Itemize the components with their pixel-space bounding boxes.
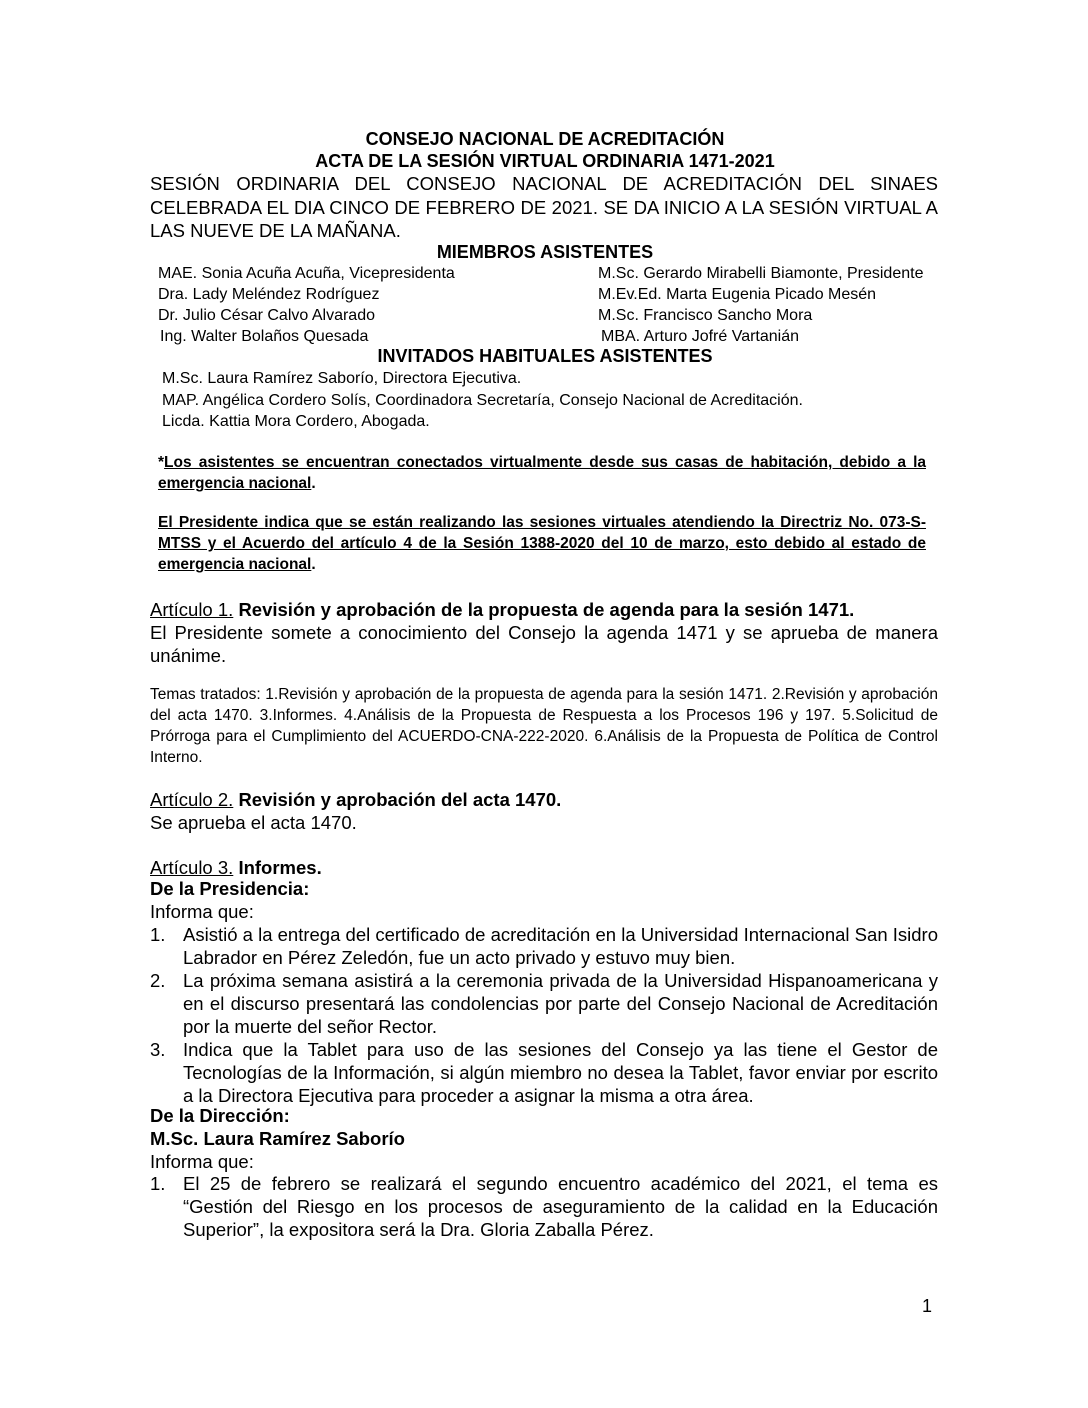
- guests-heading: INVITADOS HABITUALES ASISTENTES: [377, 346, 713, 366]
- session-intro: SESIÓN ORDINARIA DEL CONSEJO NACIONAL DE ACREDITACIÓN DEL SINAES CELEBRADA EL DIA CINCO DE FEBRERO DE 2021. SE DA INICIO A LA SESIÓN VIRTUAL A LAS NUEVE DE LA MAÑANA.: [150, 173, 938, 241]
- list-text: Asistió a la entrega del certificado de acreditación en la Universidad Internacional San Isidro Labrador en Pérez Zeledón, fue un acto privado y estuvo muy bien.: [183, 924, 938, 968]
- presidency-list: [150, 923, 938, 1107]
- article-1: [150, 598, 938, 667]
- guest-entry: Licda. Kattia Mora Cordero, Abogada.: [162, 413, 430, 430]
- list-item: [150, 1172, 938, 1241]
- list-number: 3.: [150, 1039, 166, 1060]
- direction-person: M.Sc. Laura Ramírez Saborío: [150, 1128, 405, 1149]
- list-item: [150, 1038, 938, 1107]
- guests-list: [162, 368, 803, 433]
- member-entry: M.Sc. Francisco Sancho Mora: [598, 307, 813, 324]
- direction-list: [150, 1172, 938, 1241]
- direction-intro: Informa que:: [150, 1151, 254, 1172]
- member-entry: MBA. Arturo Jofré Vartanián: [601, 328, 800, 345]
- article-2: [150, 788, 938, 834]
- guest-entry: MAP. Angélica Cordero Solís, Coordinadora Secretaría, Consejo Nacional de Acreditación.: [162, 391, 803, 409]
- document-title: CONSEJO NACIONAL DE ACREDITACIÓN: [365, 129, 725, 149]
- article-label: Artículo 2.: [150, 789, 234, 810]
- article-3: [150, 856, 938, 879]
- presidency-heading: De la Presidencia:: [150, 878, 310, 899]
- direction-heading: De la Dirección:: [150, 1105, 290, 1126]
- member-entry: Ing. Walter Bolaños Quesada: [160, 328, 369, 345]
- article-body: Se aprueba el acta 1470.: [150, 812, 357, 833]
- members-heading: MIEMBROS ASISTENTES: [436, 242, 654, 262]
- directive-note: [158, 512, 926, 575]
- list-number: 1.: [150, 924, 166, 945]
- virtual-attendance-note: [158, 452, 926, 494]
- article-title: Informes.: [238, 857, 322, 878]
- member-entry: M.Ev.Ed. Marta Eugenia Picado Mesén: [598, 286, 877, 303]
- page-number: 1: [922, 1296, 933, 1316]
- list-text: Indica que la Tablet para uso de las sesiones del Consejo ya las tiene el Gestor de Tecnologías de la Información, si algún miembro no desea la Tablet, favor enviar por escrito a la Directora Ejecutiva para proceder a asignar la misma a otra área.: [183, 1039, 938, 1106]
- note-text: El Presidente indica que se están realizando las sesiones virtuales atendiendo la Directriz No. 073-S-MTSS y el Acuerdo del artículo 4 de la Sesión 1388-2020 del 10 de marzo, esto debido al estado de emergencia nacional: [158, 514, 926, 573]
- member-entry: MAE. Sonia Acuña Acuña, Vicepresidenta: [158, 265, 455, 282]
- member-entry: M.Sc. Gerardo Mirabelli Biamonte, Presidente: [598, 265, 924, 282]
- article-body: El Presidente somete a conocimiento del Consejo la agenda 1471 y se aprueba de manera unánime.: [150, 622, 938, 666]
- list-number: 1.: [150, 1173, 166, 1194]
- list-text: La próxima semana asistirá a la ceremonia privada de la Universidad Hispanoamericana y en el discurso presentará las condolencias por parte del Consejo Nacional de Acreditación por la muerte del señor Rector.: [183, 970, 938, 1037]
- topics-discussed: Temas tratados: 1.Revisión y aprobación de la propuesta de agenda para la sesión 1471. 2.Revisión y aprobación del acta 1470. 3.Informes. 4.Análisis de la Propuesta de Respuesta a los Procesos 196 y 197. 5.Solicitud de Prórroga para el Cumplimiento del ACUERDO-CNA-222-2020. 6.Análisis de la Propuesta de Política de Control Interno.: [150, 686, 938, 766]
- article-label: Artículo 1.: [150, 599, 234, 620]
- presidency-intro: Informa que:: [150, 901, 254, 922]
- list-item: [150, 969, 938, 1038]
- article-label: Artículo 3.: [150, 857, 234, 878]
- note-asterisk: *: [158, 454, 165, 471]
- member-entry: Dr. Julio César Calvo Alvarado: [158, 307, 375, 324]
- note-suffix: .: [311, 556, 316, 573]
- list-number: 2.: [150, 970, 166, 991]
- document-subtitle: ACTA DE LA SESIÓN VIRTUAL ORDINARIA 1471-2021: [315, 151, 775, 171]
- guest-entry: M.Sc. Laura Ramírez Saborío, Directora Ejecutiva.: [162, 370, 522, 387]
- article-title: Revisión y aprobación de la propuesta de agenda para la sesión 1471.: [238, 599, 855, 620]
- member-entry: Dra. Lady Meléndez Rodríguez: [158, 286, 380, 303]
- note-text: Los asistentes se encuentran conectados virtualmente desde sus casas de habitación, debido a la emergencia nacional: [158, 454, 926, 492]
- article-title: Revisión y aprobación del acta 1470.: [238, 789, 562, 810]
- list-text: El 25 de febrero se realizará el segundo encuentro académico del 2021, el tema es “Gestión del Riesgo en los procesos de aseguramiento de la calidad en la Educación Superior”, la expositora será la Dra. Gloria Zaballa Pérez.: [183, 1173, 938, 1240]
- note-suffix: .: [311, 475, 316, 492]
- list-item: [150, 923, 938, 969]
